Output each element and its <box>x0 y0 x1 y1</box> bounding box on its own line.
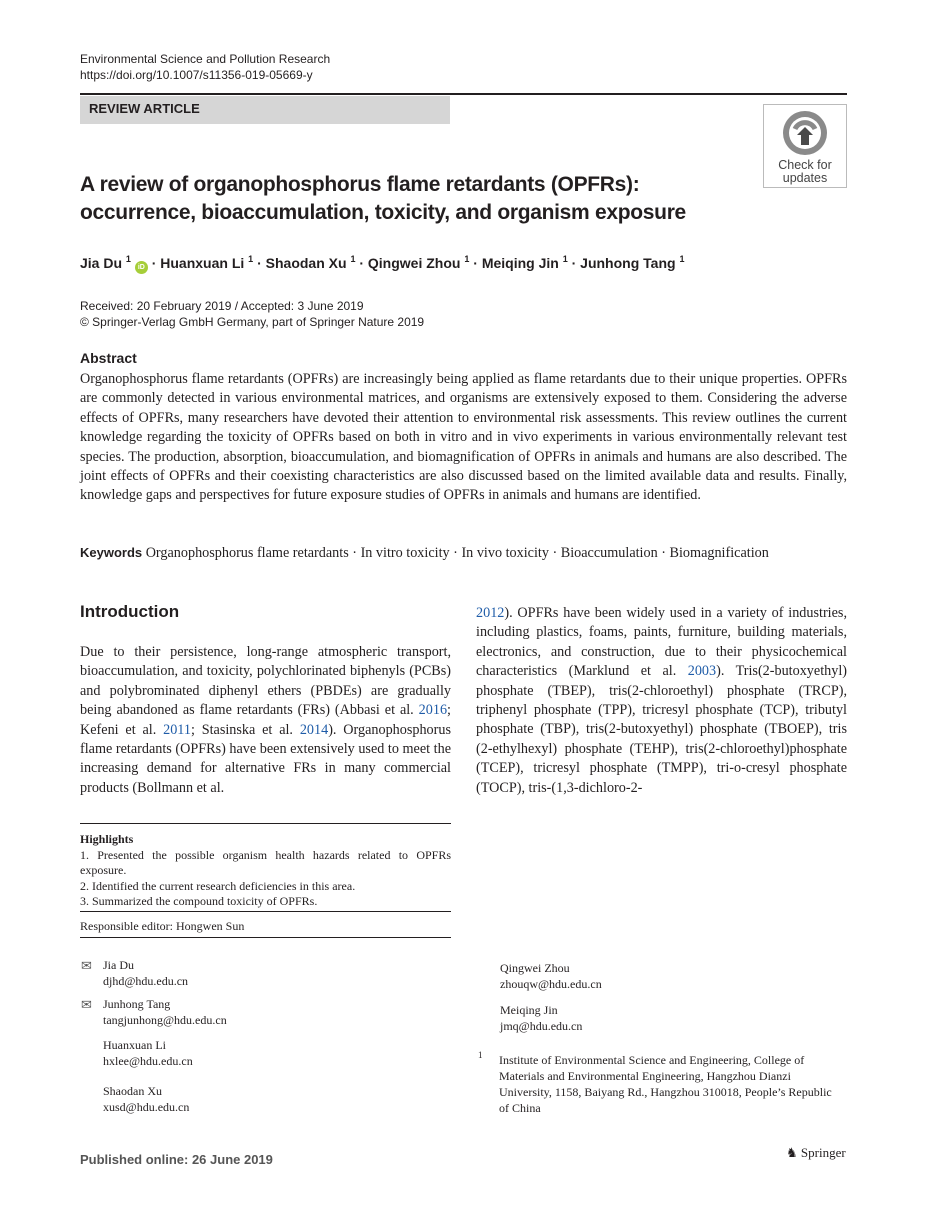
keyword: In vivo toxicity <box>461 545 549 561</box>
contact-junhong-tang <box>81 996 227 1028</box>
published-online: Published online: 26 June 2019 <box>80 1152 273 1167</box>
article-title: A review of organophosphorus flame retardants (OPFRs): occurrence, bioaccumulation, toxicity, and organism exposure <box>80 173 686 224</box>
contact-email[interactable]: jmq@hdu.edu.cn <box>500 1019 583 1033</box>
author-list <box>80 249 684 274</box>
contact-name: Jia Du <box>103 958 134 972</box>
highlights-box <box>80 832 451 910</box>
affiliation-text: Institute of Environmental Science and Engineering, College of Materials and Environmental Engineering, Hangzhou Dianzi University, 1158, Baiyang Rd., Hangzhou 310018, People’s Republic of China <box>499 1053 832 1115</box>
journal-name: Environmental Science and Pollution Research <box>80 52 331 66</box>
author-affiliation-number: 1 <box>125 254 131 264</box>
editor-rule <box>80 937 451 938</box>
check-updates-icon <box>781 109 829 157</box>
author-affiliation-number: 1 <box>248 254 254 264</box>
check-updates-line2: updates <box>782 171 828 185</box>
copyright: © Springer-Verlag GmbH Germany, part of Springer Nature 2019 <box>80 315 425 329</box>
contact-name: Junhong Tang <box>103 997 171 1011</box>
keyword: Biomagnification <box>669 545 769 561</box>
introduction-column-2 <box>476 604 847 798</box>
contact-jia-du <box>81 957 189 989</box>
contact-meiqing-jin <box>500 1002 582 1034</box>
author-separator: · <box>253 255 266 271</box>
author-separator: · <box>147 255 161 271</box>
introduction-heading: Introduction <box>80 602 180 621</box>
contact-shaodan-xu <box>103 1083 189 1115</box>
author-name[interactable]: Huanxuan Li $^1$ <box>160 254 254 271</box>
author-affiliation-number: 1 <box>464 254 470 264</box>
received-accepted: Received: 20 February 2019 / Accepted: 3 June 2019 <box>80 299 364 313</box>
contact-email[interactable]: hxlee@hdu.edu.cn <box>103 1054 193 1068</box>
body-text: ; Stasinska et al. <box>190 721 300 738</box>
keyword: Organophosphorus flame retardants <box>145 545 349 561</box>
body-text: ; Kefeni et al. <box>80 702 451 738</box>
author-affiliation-number: 1 <box>679 254 685 264</box>
body-text: ). Organophosphorus flame retardants (OPFRs) have been extensively used to meet the increasing demand for alternative FRs in many commercial products (Bollmann et al. <box>80 721 451 796</box>
contact-qingwei-zhou <box>500 960 602 992</box>
contact-email[interactable]: xusd@hdu.edu.cn <box>103 1100 190 1114</box>
abstract-heading: Abstract <box>80 350 137 366</box>
author-separator: · <box>469 255 482 271</box>
keywords-label: Keywords <box>80 545 143 560</box>
author-name[interactable]: Junhong Tang $^1$ <box>580 254 685 271</box>
keyword: Bioaccumulation <box>560 545 658 561</box>
author-name[interactable]: Jia Du $^1$ <box>80 254 131 271</box>
contact-name: Huanxuan Li <box>103 1038 166 1052</box>
highlight-item: 1. Presented the possible organism health hazards related to OPFRs exposure. <box>80 847 451 878</box>
citation-link[interactable]: 2014 <box>299 721 329 738</box>
body-text: ). OPFRs have been widely used in a variety of industries, including plastics, foams, paints, furniture, building materials, electronics, and construction, due to their physicochemical characteristics (Marklund et al. <box>476 605 847 680</box>
author-name[interactable]: Meiqing Jin $^1$ <box>481 254 568 271</box>
envelope-icon: ✉ <box>81 997 92 1012</box>
article-type-banner: REVIEW ARTICLE <box>80 96 450 124</box>
contact-name: Meiqing Jin <box>500 1003 558 1017</box>
keywords <box>80 544 847 562</box>
author-affiliation-number: 1 <box>562 254 568 264</box>
highlights-bottom-rule <box>80 911 451 912</box>
responsible-editor: Responsible editor: Hongwen Sun <box>80 919 245 933</box>
contact-email[interactable]: djhd@hdu.edu.cn <box>103 974 189 988</box>
author-affiliation-number: 1 <box>350 254 356 264</box>
citation-link[interactable]: 2012 <box>476 605 505 621</box>
affiliation-number: 1 <box>478 1050 483 1060</box>
citation-link[interactable]: 2003 <box>687 663 717 680</box>
highlights-heading: Highlights <box>80 832 134 846</box>
keyword: In vitro toxicity <box>360 545 450 561</box>
highlight-item: 2. Identified the current research deficiencies in this area. <box>80 878 356 893</box>
contact-huanxuan-li <box>103 1037 193 1069</box>
introduction-column-1 <box>80 643 451 798</box>
keywords-items: Organophosphorus flame retardants · In vitro toxicity · In vivo toxicity · Bioaccumulation · Biomagnification <box>145 545 769 561</box>
author-separator: · <box>567 255 581 271</box>
highlight-item: 3. Summarized the compound toxicity of OPFRs. <box>80 894 318 909</box>
header-rule <box>80 93 847 95</box>
contact-email[interactable]: zhouqw@hdu.edu.cn <box>500 977 602 991</box>
article-dates <box>80 298 424 330</box>
springer-horse-icon: ♞ <box>786 1145 798 1160</box>
body-text: Due to their persistence, long-range atmospheric transport, bioaccumulation, and toxicity, polychlorinated biphenyls (PCBs) and polybrominated diphenyl ethers (PBDEs) are gradually being abandoned as flame retardants (FRs) (Abbasi et al. <box>80 644 451 719</box>
publisher-name: Springer <box>800 1145 846 1160</box>
check-for-updates-badge[interactable] <box>763 104 847 188</box>
highlights-top-rule <box>80 823 451 824</box>
contact-email[interactable]: tangjunhong@hdu.edu.cn <box>103 1013 227 1027</box>
doi-link[interactable]: https://doi.org/10.1007/s11356-019-05669-y <box>80 68 313 82</box>
envelope-icon: ✉ <box>81 958 92 973</box>
springer-logo <box>786 1145 846 1161</box>
author-name[interactable]: Qingwei Zhou $^1$ <box>367 254 470 271</box>
author-separator: · <box>355 255 368 271</box>
journal-header <box>80 51 330 83</box>
orcid-icon[interactable]: iD <box>135 261 148 274</box>
contact-name: Shaodan Xu <box>103 1084 162 1098</box>
contact-name: Qingwei Zhou <box>500 961 570 975</box>
body-text: ). Tris(2-butoxyethyl) phosphate (TBEP), tris(2-chloroethyl) phosphate (TRCP), triphenyl phosphate (TPP), tricresyl phosphate (TCP), tributyl phosphate (TBP), tris(2-butoxyethyl) phosphate (TBOEP), tris (2-ethylhexyl) phosphate (TEHP), tris(2-chloroethyl)phosphate (TCEP), tricresyl phosphate (TMPP), tri-o-cresyl phosphate (TOCP), tris-(1,3-dichloro-2- <box>476 663 847 796</box>
check-updates-line1: Check for <box>778 158 832 172</box>
abstract-text: Organophosphorus flame retardants (OPFRs) are increasingly being applied as flame retardants due to their unique properties. OPFRs are commonly detected in various environmental matrices, and organisms are extensively exposed to them. Considering the adverse effects of OPFRs, many researchers have devoted their attention to environmental risk assessments. This review outlines the current knowledge regarding the toxicity of OPFRs based on both in vitro and in vivo experiments in various environmentally relevant test species. The production, absorption, bioaccumulation, and biomagnification of OPFRs in animals and humans are also described. The joint effects of OPFRs and their coexisting characteristics are also discussed based on the limited available data and results. Finally, knowledge gaps and perspectives for future exposure studies of OPFRs in animals and humans are identified. <box>80 371 847 504</box>
citation-link[interactable]: 2016 <box>418 702 448 719</box>
citation-link[interactable]: 2011 <box>163 721 191 738</box>
author-name[interactable]: Shaodan Xu $^1$ <box>265 254 356 271</box>
